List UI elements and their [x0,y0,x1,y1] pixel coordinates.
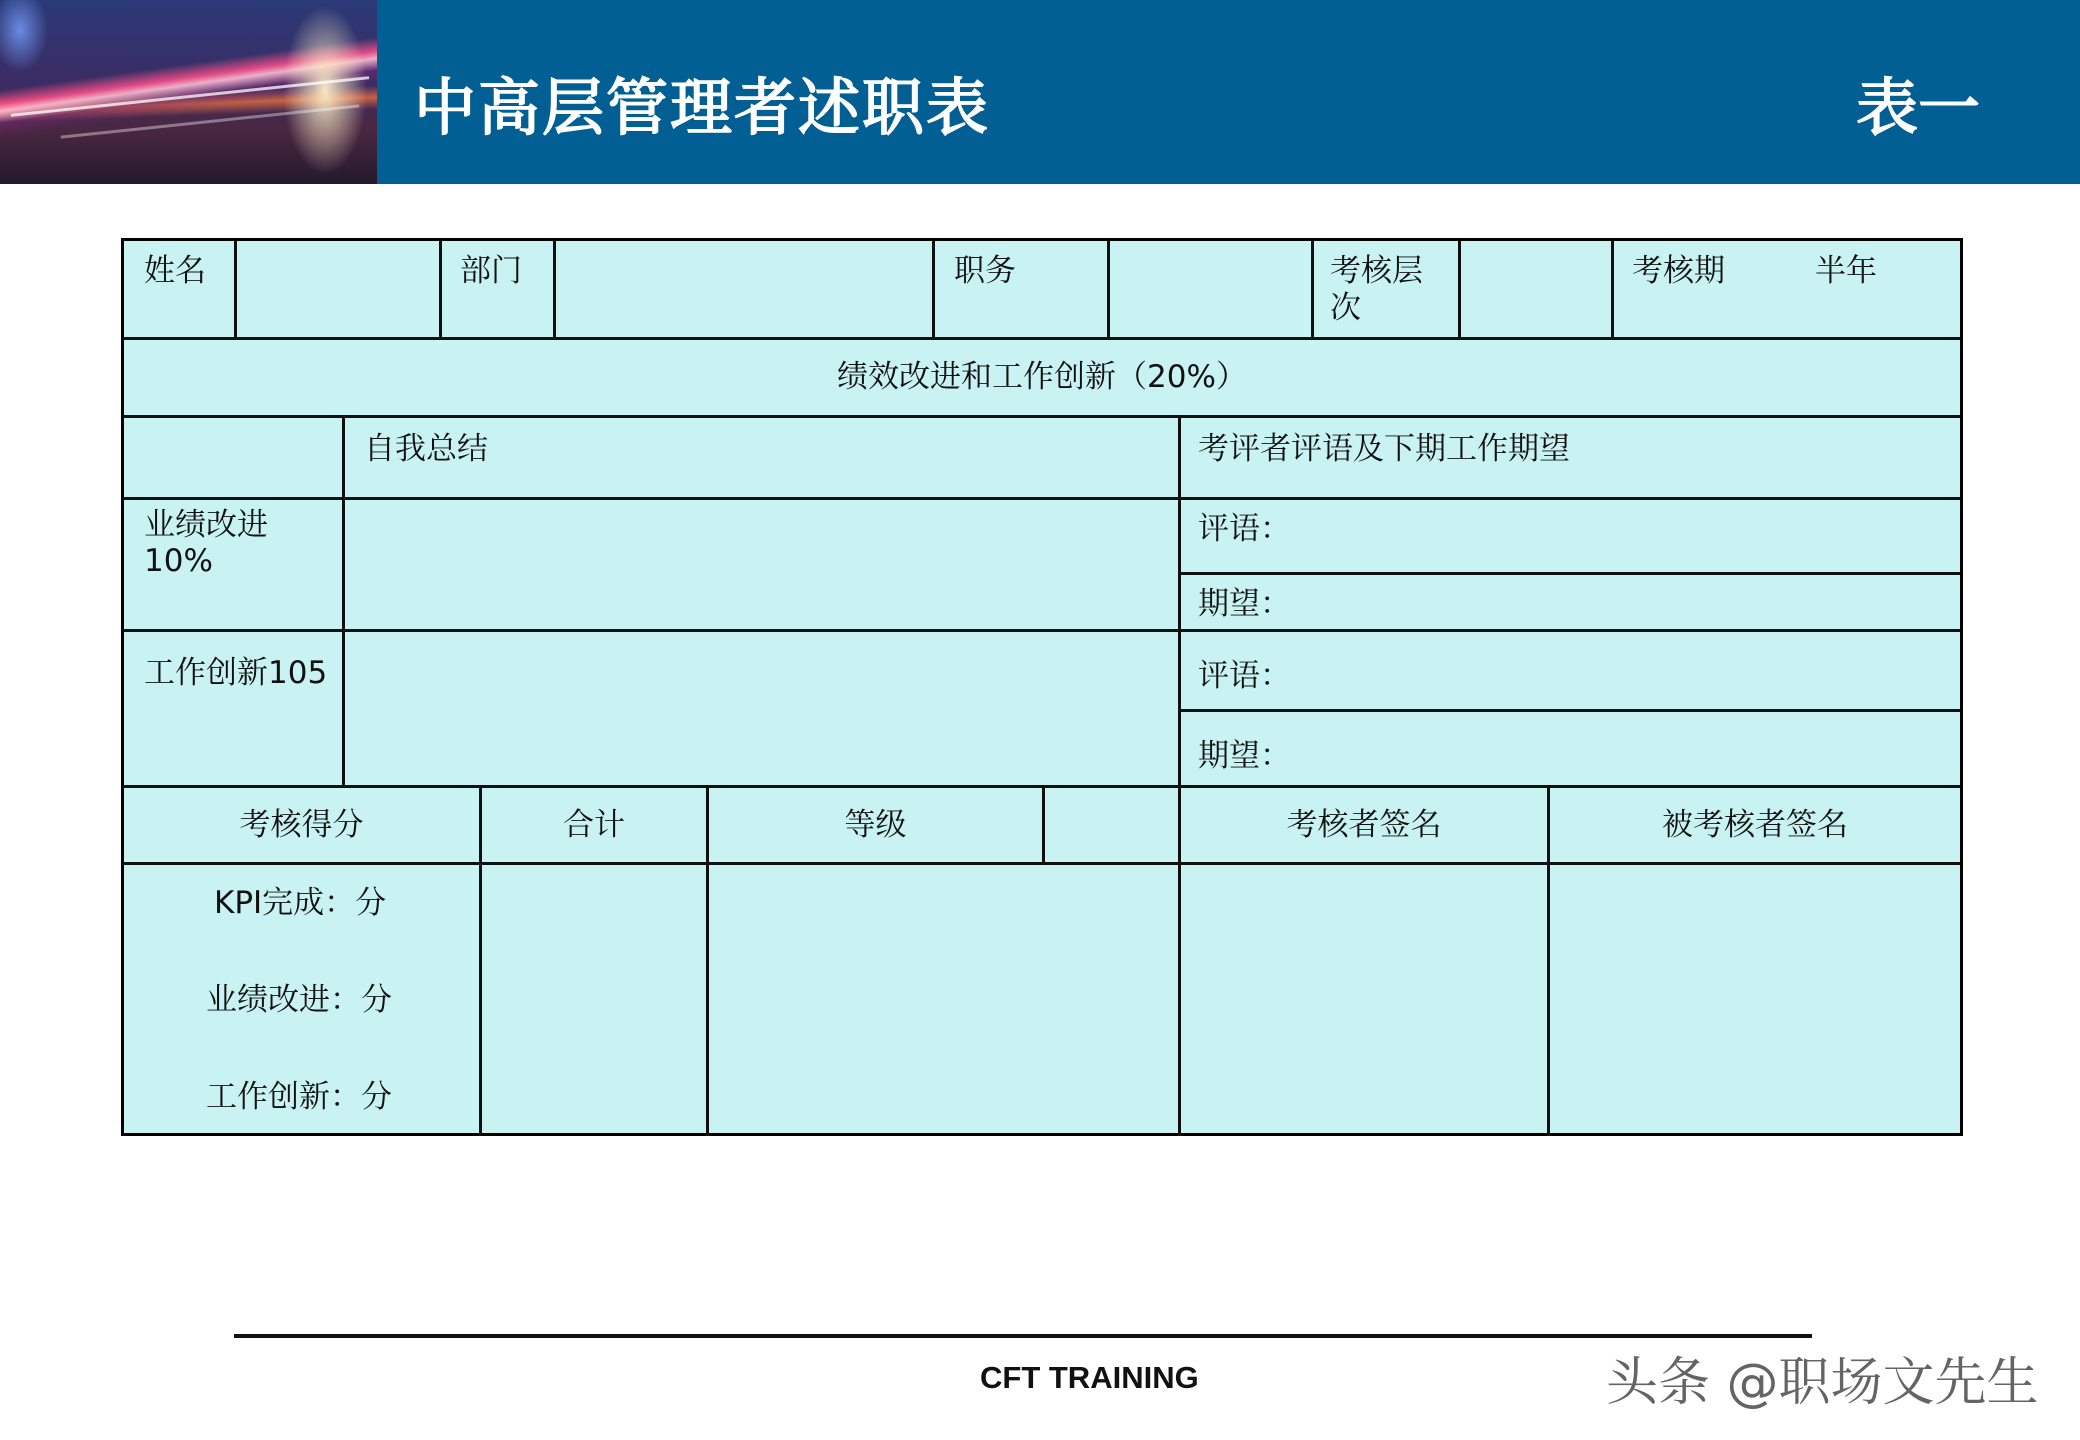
innovation-comment-label: 评语： [1198,658,1291,694]
period-label: 考核期 [1632,253,1725,289]
watermark-text: 头条 @职场文先生 [1606,1353,2039,1413]
department-input[interactable] [556,241,932,337]
total-field[interactable] [482,865,706,1136]
perf-improve-weight: 10% [144,543,213,579]
perf-self-summary-field[interactable] [345,500,1178,629]
grade-header: 等级 [844,807,907,843]
total-header: 合计 [563,807,625,843]
department-label: 部门 [460,253,522,289]
footer-divider [234,1334,1812,1338]
page-title: 中高层管理者述职表 [414,71,991,144]
perf-comment-label: 评语： [1198,511,1291,547]
section-title: 绩效改进和工作创新（20%） [837,359,1247,395]
score-innovation: 工作创新：分 [206,1079,392,1115]
footer-training-text: CFT TRAINING [980,1360,1199,1395]
level-label: 考核层次 [1330,253,1423,327]
perf-improve-label: 业绩改进 [144,507,268,543]
header-photo [0,0,377,184]
assessee-signature-header: 被考核者签名 [1662,807,1848,843]
name-input[interactable] [237,241,439,337]
grade-field[interactable] [709,865,1178,1136]
innovation-self-summary-field[interactable] [345,632,1178,785]
innovation-expect-label: 期望： [1198,738,1291,774]
table-number: 表一 [1855,71,1980,144]
assessor-signature-header: 考核者签名 [1286,807,1442,843]
self-summary-header: 自我总结 [364,431,488,467]
review-form [121,238,1963,1136]
period-value: 半年 [1815,253,1877,289]
position-input[interactable] [935,241,1107,337]
level-input[interactable] [1461,241,1611,337]
name-label: 姓名 [144,253,206,289]
innovation-label: 工作创新105 [144,655,328,691]
score-performance: 业绩改进：分 [206,982,392,1018]
assessor-signature-field[interactable] [1181,865,1547,1136]
reviewer-comments-header: 考评者评语及下期工作期望 [1198,431,1570,467]
assessee-signature-field[interactable] [1550,865,1960,1136]
score-header: 考核得分 [239,807,364,843]
score-kpi: KPI完成：分 [214,885,387,921]
perf-expect-label: 期望： [1198,586,1291,622]
position-label: 职务 [954,253,1016,289]
